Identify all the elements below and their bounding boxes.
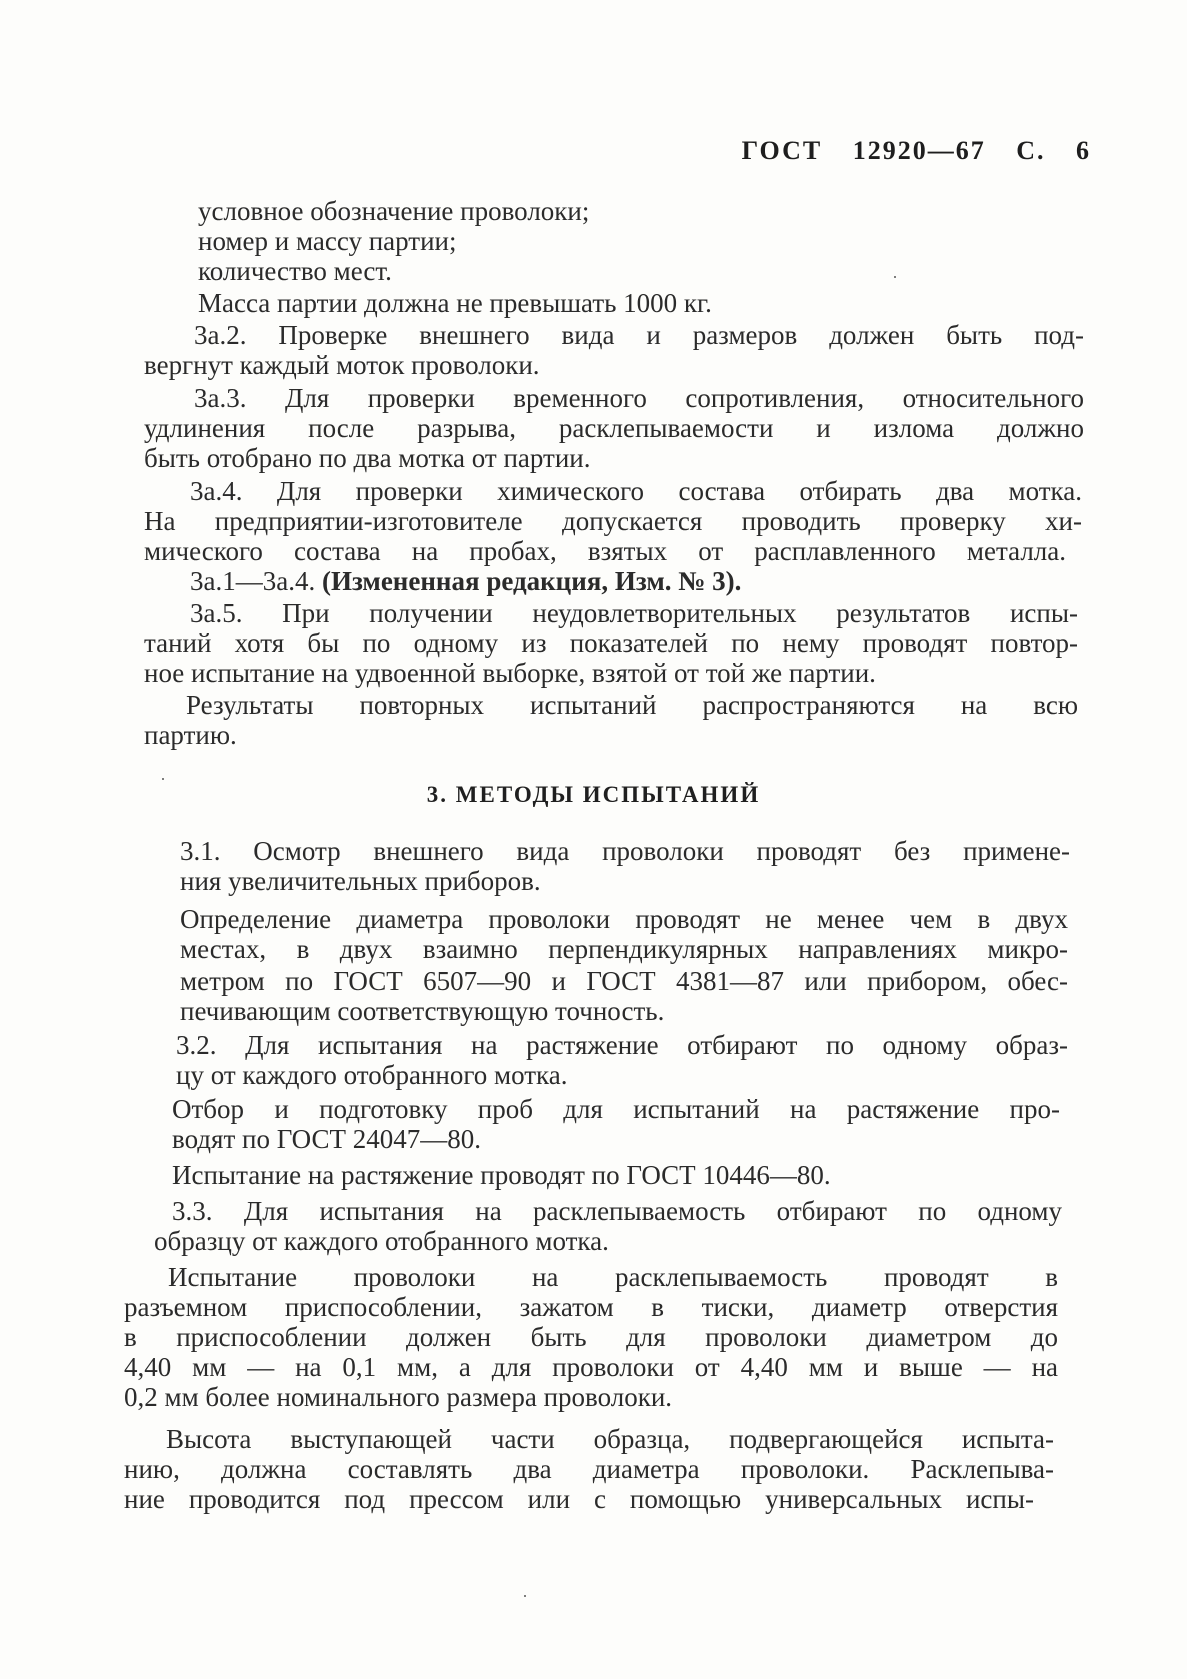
text-line: метром по ГОСТ 6507—90 и ГОСТ 4381—87 или прибором, обес- xyxy=(180,966,1068,996)
section-heading: 3. МЕТОДЫ ИСПЫТАНИЙ xyxy=(426,782,761,807)
scan-speck xyxy=(894,276,896,278)
text-line: Испытание проволоки на расклепываемость проводят в xyxy=(168,1262,1058,1292)
text-line: быть отобрано по два мотка от партии. xyxy=(144,443,591,473)
text-line: Масса партии должна не превышать 1000 кг. xyxy=(198,288,712,318)
scan-speck xyxy=(524,1595,526,1597)
text-line: цу от каждого отобранного мотка. xyxy=(176,1060,568,1090)
text-line: в приспособлении должен быть для проволоки диаметром до xyxy=(124,1322,1058,1352)
header-page-number: 6 xyxy=(1076,136,1091,165)
text-line: вергнут каждый моток проволоки. xyxy=(144,350,540,380)
text-line: 3.1. Осмотр внешнего вида проволоки проводят без примене- xyxy=(180,836,1070,866)
text-line: 3.2. Для испытания на растяжение отбирают по одному образ- xyxy=(176,1030,1068,1060)
text-line: печивающим соответствующую точность. xyxy=(180,996,665,1026)
text-line: таний хотя бы по одному из показателей по нему проводят повтор- xyxy=(144,628,1078,658)
text-line: водят по ГОСТ 24047—80. xyxy=(172,1124,481,1154)
edit-note-bold: (Измененная редакция, Изм. № 3). xyxy=(321,566,742,596)
text-line: ние проводится под прессом или с помощью универсальных испы- xyxy=(124,1484,1034,1514)
text-line: 0,2 мм более номинального размера проволоки. xyxy=(124,1382,673,1412)
text-line: 3а.3. Для проверки временного сопротивления, относительного xyxy=(194,383,1084,413)
text-line: На предприятии-изготовителе допускается проводить проверку хи- xyxy=(144,506,1082,536)
scan-speck xyxy=(162,778,164,780)
text-line: мического состава на пробах, взятых от расплавленного металла. xyxy=(144,536,1066,566)
edit-note-prefix: 3а.1—3а.4. xyxy=(190,566,322,596)
text-line: 3а.5. При получении неудовлетворительных результатов испы- xyxy=(190,598,1078,628)
text-line: Высота выступающей части образца, подвергающейся испыта- xyxy=(166,1424,1054,1454)
text-line: условное обозначение проволоки; xyxy=(198,196,590,226)
header-gost: ГОСТ xyxy=(741,136,823,165)
text-line: Определение диаметра проволоки проводят не менее чем в двух xyxy=(180,904,1068,934)
text-line: Отбор и подготовку проб для испытаний на растяжение про- xyxy=(172,1094,1060,1124)
text-line: партию. xyxy=(144,720,237,750)
page-header xyxy=(742,136,1091,166)
text-line: 3а.4. Для проверки химического состава отбирать два мотка. xyxy=(190,476,1082,506)
header-standard-number: 12920—67 xyxy=(852,136,986,165)
text-line: 4,40 мм — на 0,1 мм, а для проволоки от 4,40 мм и выше — на xyxy=(124,1352,1058,1382)
header-page-label: С. xyxy=(1016,136,1046,165)
edit-note xyxy=(190,566,741,596)
text-line: 3.3. Для испытания на расклепываемость отбирают по одному xyxy=(172,1196,1062,1226)
text-line: разъемном приспособлении, зажатом в тиски, диаметр отверстия xyxy=(124,1292,1058,1322)
text-line: 3а.2. Проверке внешнего вида и размеров должен быть под- xyxy=(194,320,1084,350)
text-line: Результаты повторных испытаний распространяются на всю xyxy=(186,690,1078,720)
text-line: нию, должна составлять два диаметра проволоки. Расклепыва- xyxy=(124,1454,1054,1484)
text-line: количество мест. xyxy=(198,256,392,286)
text-line: ния увеличительных приборов. xyxy=(180,866,541,896)
text-line: образцу от каждого отобранного мотка. xyxy=(154,1226,609,1256)
text-line: местах, в двух взаимно перпендикулярных направлениях микро- xyxy=(180,934,1068,964)
text-line: номер и массу партии; xyxy=(198,226,457,256)
text-line: ное испытание на удвоенной выборке, взятой от той же партии. xyxy=(144,658,876,688)
text-line: удлинения после разрыва, расклепываемости и излома должно xyxy=(144,413,1084,443)
text-line: Испытание на растяжение проводят по ГОСТ 10446—80. xyxy=(172,1160,831,1190)
